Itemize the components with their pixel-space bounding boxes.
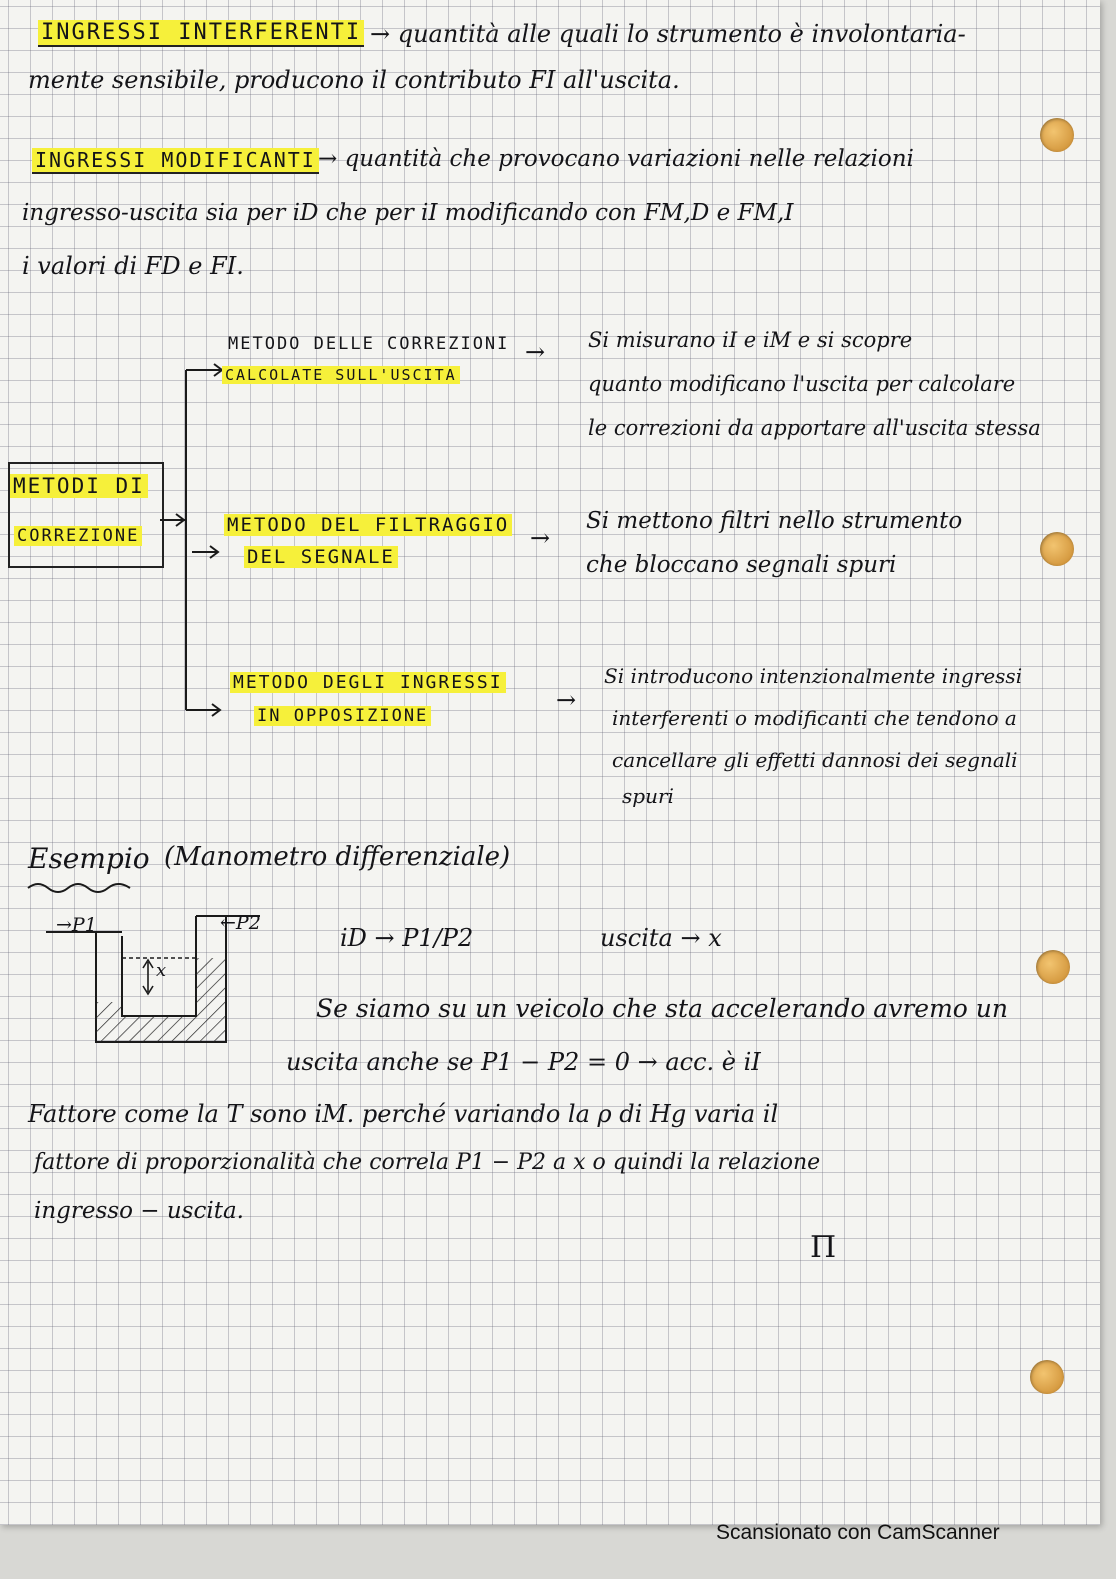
metodi-box-line2: CORREZIONE: [14, 526, 142, 546]
metodo2-arrow: →: [530, 524, 551, 552]
metodo1-arrow: →: [525, 338, 546, 366]
esempio-text-line4: fattore di proporzionalità che correla P1 − P2 a x o quindi la relazione: [34, 1150, 821, 1175]
ingressi-interferenti-heading: INGRESSI INTERFERENTI: [38, 20, 364, 47]
esempio-subtitle: (Manometro differenziale): [164, 842, 511, 872]
metodo1-desc-line3: le correzioni da apportare all'uscita stessa: [588, 416, 1041, 440]
formula-ingresso: iD → P1/P2: [340, 924, 474, 952]
binder-hole: [1040, 532, 1074, 566]
formula-uscita: uscita → x: [600, 924, 722, 952]
p2-label: ←P2: [220, 912, 261, 934]
camscanner-footer: Scansionato con CamScanner: [716, 1521, 1000, 1544]
metodo3-desc-line3: cancellare gli effetti dannosi dei segnali: [612, 748, 1018, 772]
metodo3-title-line2: IN OPPOSIZIONE: [254, 706, 431, 726]
ingressi-modificanti-line2: ingresso-uscita sia per iD che per iI modificando con FM,D e FM,I: [22, 200, 794, 226]
metodo2-desc-line1: Si mettono filtri nello strumento: [586, 508, 963, 534]
esempio-text-line2: uscita anche se P1 − P2 = 0 → acc. è iI: [286, 1048, 761, 1076]
ingressi-interferenti-line2: mente sensibile, producono il contributo FI all'uscita.: [28, 66, 680, 94]
metodo3-desc-line2: interferenti o modificanti che tendono a: [612, 706, 1017, 730]
metodo1-desc-line1: Si misurano iI e iM e si scopre: [588, 328, 913, 352]
metodo1-title-line2: CALCOLATE SULL'USCITA: [222, 366, 460, 384]
metodo2-title-line1: METODO DEL FILTRAGGIO: [224, 514, 512, 536]
esempio-squiggle: [26, 880, 136, 894]
metodi-box-line1: METODI DI: [10, 474, 148, 498]
metodo3-arrow: →: [556, 686, 577, 714]
binder-hole: [1030, 1360, 1064, 1394]
ingressi-modificanti-line3: i valori di FD e FI.: [22, 252, 244, 280]
ingressi-modificanti-line1: → quantità che provocano variazioni nelle relazioni: [318, 146, 914, 172]
esempio-text-line3: Fattore come la T sono iM. perché variando la ρ di Hg varia il: [28, 1100, 779, 1128]
metodo1-desc-line2: quanto modificano l'uscita per calcolare: [588, 372, 1016, 396]
esempio-title: Esempio: [28, 842, 150, 875]
metodo2-title-line2: DEL SEGNALE: [244, 546, 398, 568]
esempio-text-line5: ingresso − uscita.: [34, 1198, 244, 1224]
metodo1-title-line1: METODO DELLE CORREZIONI: [228, 334, 510, 354]
esempio-text-line1: Se siamo su un veicolo che sta accelerando avremo un: [316, 994, 1008, 1023]
end-mark: Π: [810, 1230, 837, 1265]
binder-hole: [1036, 950, 1070, 984]
metodo3-desc-line1: Si introducono intenzionalmente ingressi: [604, 664, 1023, 688]
metodo2-desc-line2: che bloccano segnali spuri: [586, 552, 897, 578]
p1-label: →P1: [56, 914, 97, 936]
binder-hole: [1040, 118, 1074, 152]
x-label: x: [156, 960, 167, 981]
metodo3-title-line1: METODO DEGLI INGRESSI: [230, 672, 506, 693]
ingressi-interferenti-line1: → quantità alle quali lo strumento è involontaria-: [370, 20, 966, 48]
metodo3-desc-line4: spuri: [622, 784, 674, 808]
ingressi-modificanti-heading: INGRESSI MODIFICANTI: [32, 148, 319, 174]
